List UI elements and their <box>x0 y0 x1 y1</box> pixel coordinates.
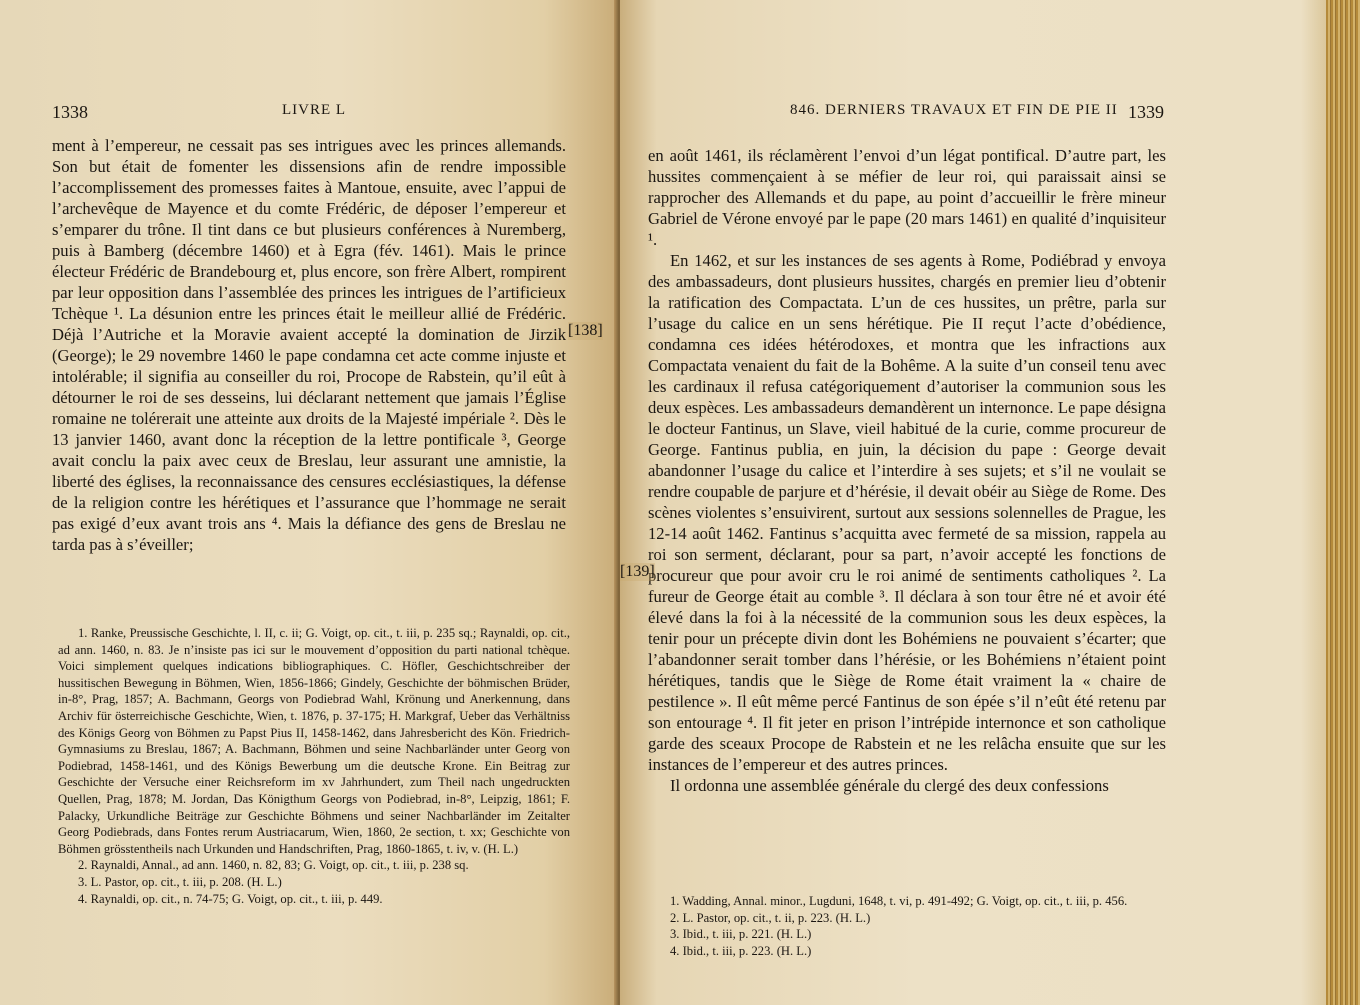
left-page-number: 1338 <box>52 102 88 122</box>
body-paragraph: en août 1461, ils réclamèrent l’envoi d’un légat pontifical. D’autre part, les hussites commençaient à se méfier de leur roi, qui paraissait ainsi se rapprocher des Allemands et du pape, au point d’accueillir le frère mineur Gabriel de Vérone envoyé par le pape (20 mars 1461) en qualité d’inquisiteur ¹. <box>648 146 1166 249</box>
footnote: 2. L. Pastor, op. cit., t. ii, p. 223. (H. L.) <box>670 910 871 925</box>
right-margin-marker: [139] <box>620 563 655 580</box>
right-running-head: 846. DERNIERS TRAVAUX ET FIN DE PIE II <box>790 102 1118 118</box>
right-footnotes <box>650 893 1168 959</box>
right-body-text <box>648 145 1166 796</box>
page-edges <box>1326 0 1360 1005</box>
left-footnotes <box>58 625 570 907</box>
body-paragraph: En 1462, et sur les instances de ses agents à Rome, Podiébrad y envoya des ambassadeurs, dont plusieurs hussites, chargés en premier lieu d’obtenir la ratification des Compactata. L’un de ces hussites, un prêtre, parla sur l’usage du calice en un sens hérétique. Pie II reçut l’acte d’obédience, condamna ces idées hétérodoxes, et montra que les infractions aux Compactata venaient du fait de la Bohême. A la suite d’un conseil tenu avec les cardinaux il refusa catégoriquement d’autoriser la communion sous les deux espèces. Les ambassadeurs demandèrent un internonce. Le pape désigna le docteur Fantinus, un Slave, vieil habitué de la curie, comme procureur de George. Fantinus publia, en juin, la décision du pape : George devait abandonner l’usage du calice et l’interdire à ses sujets; et s’il ne voulait se rendre coupable de parjure et d’hérésie, il devait obéir au Siège de Rome. Des scènes violentes s’ensuivirent, surtout aux sessions solennelles de Prague, les 12-14 août 1462. Fantinus s’acquitta avec fermeté de sa mission, rappela au roi son serment, déclarant, pour sa part, n’avoir accepté les fonctions de procureur que pour avoir cru le roi animé de sentiments catholiques ². La fureur de George était au comble ³. Il déclara à son tour être né et avoir été élevé dans la foi à la nécessité de la communion sous les deux espèces, la tenir pour un précepte divin dont les Bohémiens ne pouvaient s’écarter; que l’abandonner serait tomber dans l’hérésie, or les Bohémiens n’étaient point hérétiques, tandis que le Siège de Rome était vraiment la « chaire de pestilence ». Il eût même percé Fantinus de son épée s’il n’eût été retenu par son entourage ⁴. Il fit jeter en prison l’intrépide internonce et son catholique garde des sceaux Procope de Rabstein et ne les relâcha ensuite que sur les instances de l’empereur et des autres princes. <box>648 251 1166 774</box>
footnote: 1. Ranke, Preussische Geschichte, l. II, c. ii; G. Voigt, op. cit., t. iii, p. 235 sq.; Raynaldi, op. cit., ad ann. 1460, n. 83. Je n’insiste pas ici sur le mouvement d’opposition du parti national tchèque. Voici simplement quelques indications bibliographiques. C. Höfler, Geschichtschreiber der hussitischen Bewegung in Böhmen, Wien, 1856-1866; Gindely, Geschichte der böhmischen Brüder, in-8°, Prag, 1857; A. Bachmann, Georgs von Podiebrad Wahl, Krönung und Anerkennung, dans Archiv für österreichische Geschichte, Wien, t. 1876, p. 37-175; H. Markgraf, Ueber das Verhältniss des Königs Georg von Böhmen zu Papst Pius II, 1458-1462, dans Jahresbericht des Kön. Friedrich-Gymnasiums zu Breslau, 1867; A. Bachmann, Böhmen und seine Nachbarländer unter Georg von Podiebrad, 1458-1461, und des Königs Bewerbung um die deutsche Krone. Ein Beitrag zur Geschichte der Versuche einer Reichsreform im xv Jahrhundert, zum Theil nach ungedruckten Quellen, Prag, 1878; M. Jordan, Das Königthum Georgs von Podiebrad, in-8°, Leipzig, 1861; F. Palacky, Urkundliche Beiträge zur Geschichte Böhmens und seiner Nachbarländer im Zeitalter Georg Podiebrads, dans Fontes rerum Austriacarum, Wien, 1860, 2e section, t. xx; Geschichte von Böhmen grösstentheils nach Urkunden und Handschriften, Prag, 1860-1865, t. iv, v. (H. L.) <box>58 626 570 856</box>
right-page <box>620 0 1360 1005</box>
footnote: 3. Ibid., t. iii, p. 221. (H. L.) <box>670 927 812 942</box>
left-margin-marker: [138] <box>568 322 603 339</box>
left-page <box>0 0 618 1005</box>
footnote: 1. Wadding, Annal. minor., Lugduni, 1648, t. vi, p. 491-492; G. Voigt, op. cit., t. iii, p. 456. <box>670 894 1128 908</box>
left-running-head: LIVRE L <box>282 102 347 118</box>
footnote: 4. Ibid., t. iii, p. 223. (H. L.) <box>670 943 812 958</box>
footnote: 2. Raynaldi, Annal., ad ann. 1460, n. 82, 83; G. Voigt, op. cit., t. iii, p. 238 sq. <box>78 858 469 873</box>
footnote: 3. L. Pastor, op. cit., t. iii, p. 208. (H. L.) <box>78 874 282 889</box>
left-body-text <box>52 135 566 555</box>
body-paragraph: Il ordonna une assemblée générale du clergé des deux confessions <box>670 776 1109 795</box>
right-page-number: 1339 <box>1128 102 1164 122</box>
left-body-paragraph: ment à l’empereur, ne cessait pas ses intrigues avec les princes allemands. Son but était de fomenter les dissensions afin de rendre impossible l’accomplissement des promesses faites à Mantoue, ensuite, avec l’appui de l’archevêque de Mayence et du comte Frédéric, de déposer l’empereur et s’emparer du trône. Il tint dans ce but plusieurs conférences à Nuremberg, puis à Bamberg (décembre 1460) et à Egra (fév. 1461). Mais le prince électeur Frédéric de Brandebourg et, plus encore, son frère Albert, rompirent par leur opposition dans l’assemblée des princes les intrigues de l’artificieux Tchèque ¹. La désunion entre les princes était le meilleur allié de Frédéric. Déjà l’Autriche et la Moravie avaient accepté la domination de Jirzik (George); le 29 novembre 1460 le pape condamna cet acte comme injuste et intolérable; il signifia au conseiller du roi, Procope de Rabstein, qu’il eût à détourner le roi de ses desseins, lui déclarant nettement que jamais l’Église romaine ne tolérerait une atteinte aux droits de la Majesté impériale ². Dès le 13 janvier 1460, avant donc la réception de la lettre pontificale ³, George avait conclu la paix avec ceux de Breslau, leur assurant une amnistie, la liberté des églises, la reconnaissance des censures ecclésiastiques, la défense de la religion contre les hérétiques et l’assurance que l’hommage ne serait pas exigé d’eux avant trois ans ⁴. Mais la défiance des gens de Breslau ne tarda pas à s’éveiller; <box>52 136 566 554</box>
footnote: 4. Raynaldi, op. cit., n. 74-75; G. Voigt, op. cit., t. iii, p. 449. <box>78 891 383 906</box>
